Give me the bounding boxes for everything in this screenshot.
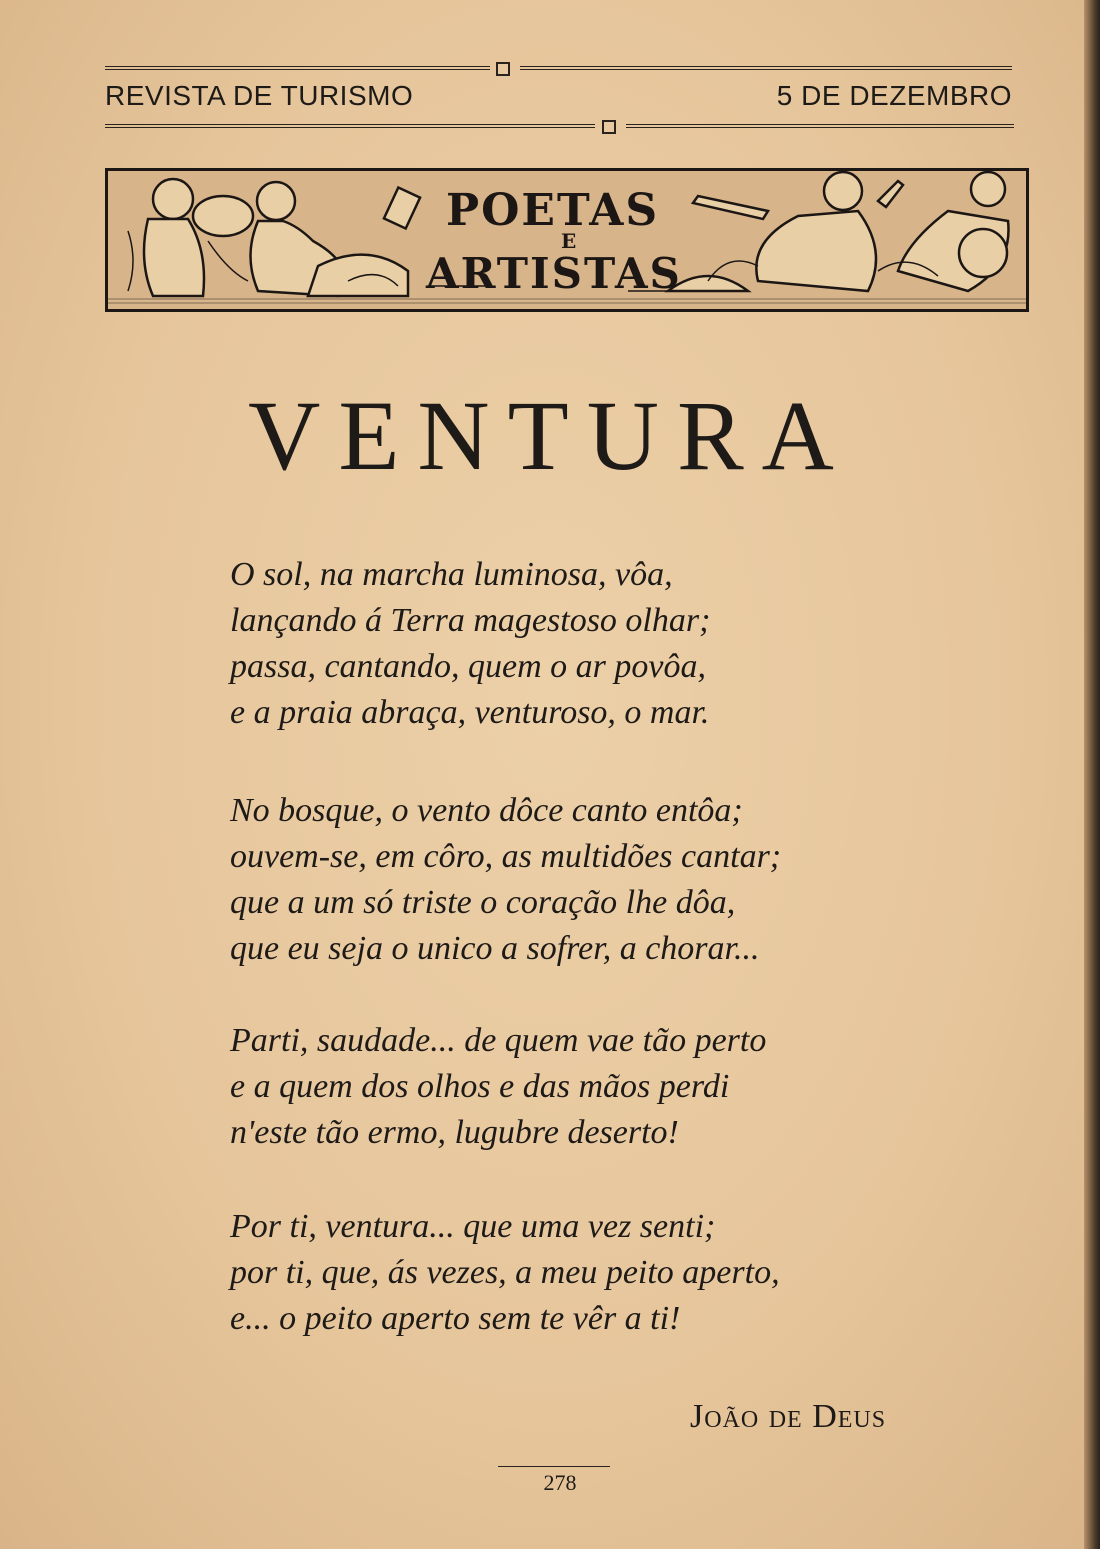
header-bottom-rule-left <box>105 124 595 128</box>
banner-word-poetas: POETAS <box>446 185 660 236</box>
header-bottom-rule-right <box>626 124 1014 128</box>
issue-date: 5 DE DEZEMBRO <box>776 80 1012 111</box>
verse-line: e... o peito aperto sem te vêr a ti! <box>230 1300 681 1337</box>
stanza-4 <box>230 1204 930 1342</box>
book-spine-edge <box>1084 0 1100 1549</box>
journal-name: REVISTA DE TURISMO <box>105 80 414 111</box>
verse-line: No bosque, o vento dôce canto entôa; <box>230 792 743 829</box>
verse-line: Por ti, ventura... que uma vez senti; <box>230 1208 716 1245</box>
header-ornament-box <box>496 62 510 76</box>
verse-line: e a quem dos olhos e das mãos perdi <box>230 1068 730 1105</box>
verse-line: ouvem-se, em côro, as multidões cantar; <box>230 838 782 875</box>
verse-line: lançando á Terra magestoso olhar; <box>230 602 711 639</box>
banner-word-e: E <box>561 229 579 253</box>
verse-line: que eu seja o unico a sofrer, a chorar... <box>230 930 760 967</box>
cherubs-right-illustration <box>668 172 1009 291</box>
section-banner <box>105 168 1029 312</box>
header-ornament-box-2 <box>602 120 616 134</box>
stanza-2 <box>230 788 930 972</box>
poem-title: VENTURA <box>248 380 852 491</box>
verse-line: Parti, saudade... de quem vae tão perto <box>230 1022 767 1059</box>
verse-line: e a praia abraça, venturoso, o mar. <box>230 694 710 731</box>
verse-line: O sol, na marcha luminosa, vôa, <box>230 556 673 593</box>
header-top-rule-left <box>105 66 490 70</box>
stanza-1 <box>230 552 930 736</box>
verse-line: n'este tão ermo, lugubre deserto! <box>230 1114 679 1151</box>
verse-line: que a um só triste o coração lhe dôa, <box>230 884 736 921</box>
page-number: 278 <box>543 1470 577 1495</box>
header-top-rule-right <box>520 66 1012 70</box>
stanza-3 <box>230 1018 930 1156</box>
cherubs-left-illustration <box>144 179 420 296</box>
page-number-rule <box>498 1466 610 1467</box>
verse-line: por ti, que, ás vezes, a meu peito aperto, <box>230 1254 780 1291</box>
author-signature: João de Deus <box>690 1398 887 1435</box>
verse-line: passa, cantando, quem o ar povôa, <box>230 648 706 685</box>
banner-word-artistas: ARTISTAS <box>426 249 682 298</box>
